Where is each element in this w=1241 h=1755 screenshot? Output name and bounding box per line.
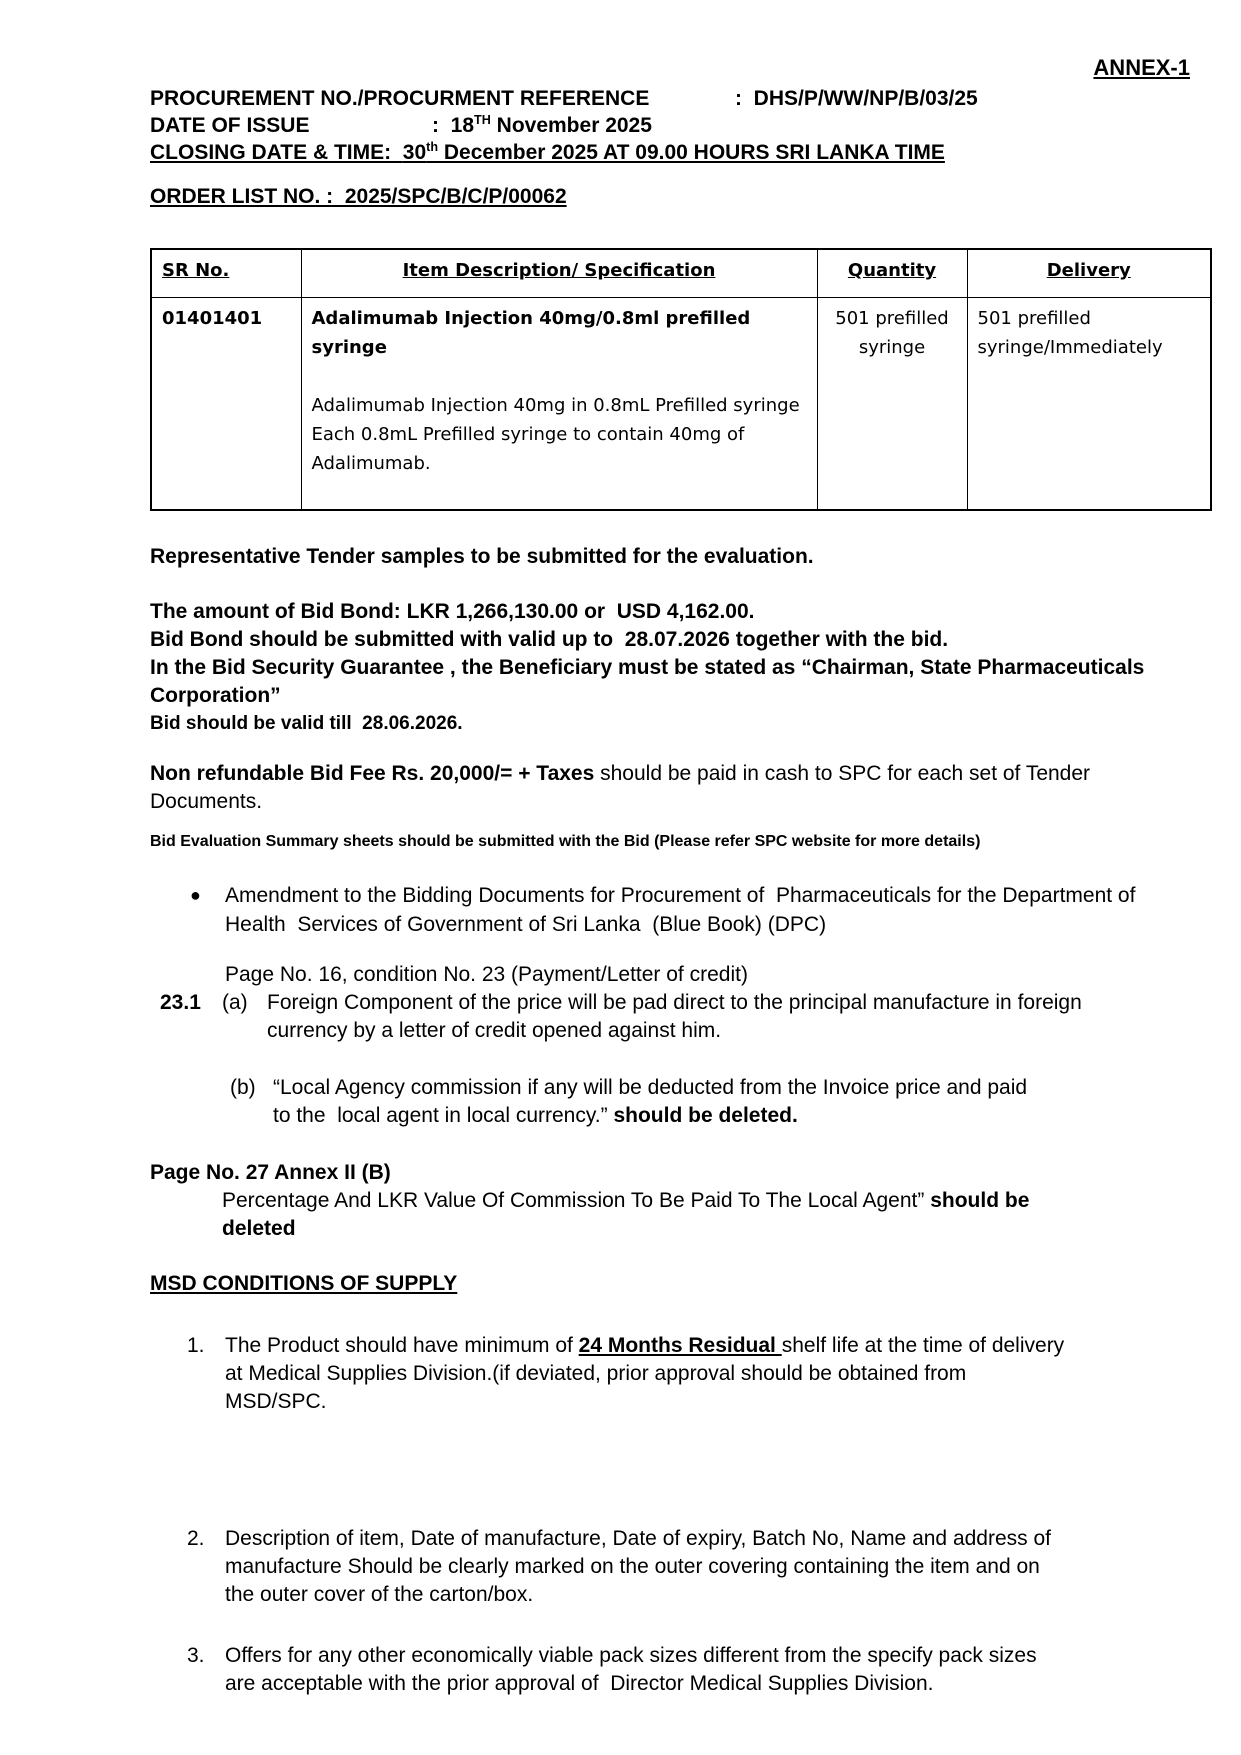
item-spec-line-2: Each 0.8mL Prefilled syringe to contain 40mg of Adalimumab. bbox=[311, 423, 751, 474]
procurement-reference-label: PROCUREMENT NO./PROCURMENT REFERENCE bbox=[150, 87, 650, 110]
quantity-cell: 501 prefilled syringe bbox=[817, 297, 967, 510]
closing-date-day: 30 bbox=[402, 141, 427, 164]
delivery-cell: 501 prefilled syringe/Immediately bbox=[967, 297, 1211, 510]
page-27-deleted: should be deleted bbox=[222, 1189, 1036, 1240]
clause-number: 23.1 bbox=[160, 991, 201, 1014]
bid-evaluation-note: Bid Evaluation Summary sheets should be submitted with the Bid (Please refer SPC website for more details) bbox=[150, 833, 981, 850]
clause-a-label: (a) bbox=[222, 991, 248, 1014]
condition-3-number: 3. bbox=[187, 1644, 205, 1667]
closing-date-rest: December 2025 AT 09.00 HOURS SRI LANKA TIME bbox=[438, 141, 945, 164]
column-header-sr-no: SR No. bbox=[151, 249, 301, 297]
bid-fee-note bbox=[150, 760, 1095, 816]
closing-date-label: CLOSING DATE & TIME: bbox=[150, 141, 403, 164]
page-27-annex-heading: Page No. 27 Annex II (B) bbox=[150, 1161, 391, 1184]
condition-item-2 bbox=[150, 1525, 1210, 1609]
condition-2-text: Description of item, Date of manufacture, Date of expiry, Batch No, Name and address of manufacture Should be clearly marked on the outer covering containing the item and on the outer cover of the carton/box. bbox=[225, 1527, 1057, 1606]
annex-label: ANNEX-1 bbox=[1093, 55, 1190, 80]
clause-b-label: (b) bbox=[230, 1076, 256, 1099]
column-header-delivery: Delivery bbox=[967, 249, 1211, 297]
document-content bbox=[150, 55, 1210, 1698]
condition-item-3 bbox=[150, 1642, 1210, 1698]
bid-fee-amount: Non refundable Bid Fee Rs. 20,000/= + Taxes bbox=[150, 762, 595, 785]
bid-bond-amount: The amount of Bid Bond: LKR 1,266,130.00 or USD 4,162.00. bbox=[150, 600, 755, 623]
order-items-table bbox=[150, 248, 1212, 511]
clause-b-spacer bbox=[160, 1074, 230, 1130]
date-of-issue-ordinal: TH bbox=[474, 113, 491, 127]
date-of-issue-day: 18 bbox=[450, 114, 475, 137]
closing-date-line bbox=[150, 139, 1210, 166]
bid-security-beneficiary: In the Bid Security Guarantee , the Beneficiary must be stated as “Chairman, State Pharmaceuticals Corporation” bbox=[150, 656, 1151, 707]
amendment-bullet-text: Amendment to the Bidding Documents for Procurement of Pharmaceuticals for the Department of Health Services of Government of Sri Lanka (Blue Book) (DPC) bbox=[225, 884, 1142, 936]
table-row bbox=[151, 297, 1211, 510]
date-of-issue-label: DATE OF ISSUE bbox=[150, 114, 310, 137]
condition-2-number: 2. bbox=[187, 1527, 205, 1550]
bid-bond-validity: Bid Bond should be submitted with valid up to 28.07.2026 together with the bid. bbox=[150, 628, 949, 651]
procurement-colon: : bbox=[735, 87, 754, 110]
condition-item-1 bbox=[150, 1332, 1210, 1416]
sr-no-cell: 01401401 bbox=[151, 297, 301, 510]
closing-date-ordinal: th bbox=[426, 140, 439, 154]
clause-23-1-a bbox=[150, 989, 1210, 1045]
condition-3-text: Offers for any other economically viable pack sizes different from the specify pack sizes are acceptable with the prior approval of Director Medical Supplies Division. bbox=[225, 1644, 1043, 1695]
item-title: Adalimumab Injection 40mg/0.8ml prefilled syringe bbox=[311, 307, 757, 358]
procurement-reference-line bbox=[150, 85, 1210, 112]
tender-samples-note: Representative Tender samples to be submitted for the evaluation. bbox=[150, 545, 814, 568]
clause-b-deleted: should be deleted. bbox=[613, 1104, 798, 1127]
msd-conditions-heading: MSD CONDITIONS OF SUPPLY bbox=[150, 1272, 458, 1295]
amendment-bullet-item bbox=[150, 881, 1210, 939]
page-27-annex-text: Percentage And LKR Value Of Commission To Be Paid To The Local Agent” should be deleted bbox=[222, 1189, 1036, 1240]
column-header-item-description: Item Description/ Specification bbox=[301, 249, 817, 297]
date-of-issue-rest: November 2025 bbox=[490, 114, 652, 137]
bid-bond-block bbox=[150, 598, 1210, 737]
clause-b-text: “Local Agency commission if any will be deducted from the Invoice price and paid to the local agent in local currency.” should be deleted. bbox=[273, 1076, 1033, 1127]
condition-1-text: The Product should have minimum of 24 Months Residual shelf life at the time of delivery at Medical Supplies Division.(if deviated, prior approval should be obtained from MSD/SPC. bbox=[225, 1334, 1071, 1413]
clause-a-text: Foreign Component of the price will be pad direct to the principal manufacture in foreign currency by a letter of credit opened against him. bbox=[267, 991, 1088, 1042]
bid-valid-till: Bid should be valid till 28.06.2026. bbox=[150, 713, 463, 734]
procurement-reference-value: DHS/P/WW/NP/B/03/25 bbox=[753, 87, 978, 110]
page-16-condition-line: Page No. 16, condition No. 23 (Payment/Letter of credit) bbox=[225, 963, 748, 986]
date-of-issue-colon: : bbox=[432, 114, 451, 137]
column-header-quantity: Quantity bbox=[817, 249, 967, 297]
bullet-icon: ● bbox=[190, 885, 201, 905]
table-header-row bbox=[151, 249, 1211, 297]
item-spec-line-1: Adalimumab Injection 40mg in 0.8mL Prefilled syringe bbox=[311, 394, 800, 416]
clause-23-1-b bbox=[150, 1074, 1210, 1130]
item-description-cell bbox=[301, 297, 817, 510]
date-of-issue-line bbox=[150, 112, 1210, 139]
condition-1-number: 1. bbox=[187, 1334, 205, 1357]
residual-shelf-life-emphasis: 24 Months Residual bbox=[578, 1334, 782, 1357]
header-block bbox=[150, 85, 1210, 166]
order-list-number: ORDER LIST NO. : 2025/SPC/B/C/P/00062 bbox=[150, 185, 567, 208]
bid-fee-rest: should be paid in cash to SPC for each set of Tender Documents. bbox=[150, 762, 1096, 813]
